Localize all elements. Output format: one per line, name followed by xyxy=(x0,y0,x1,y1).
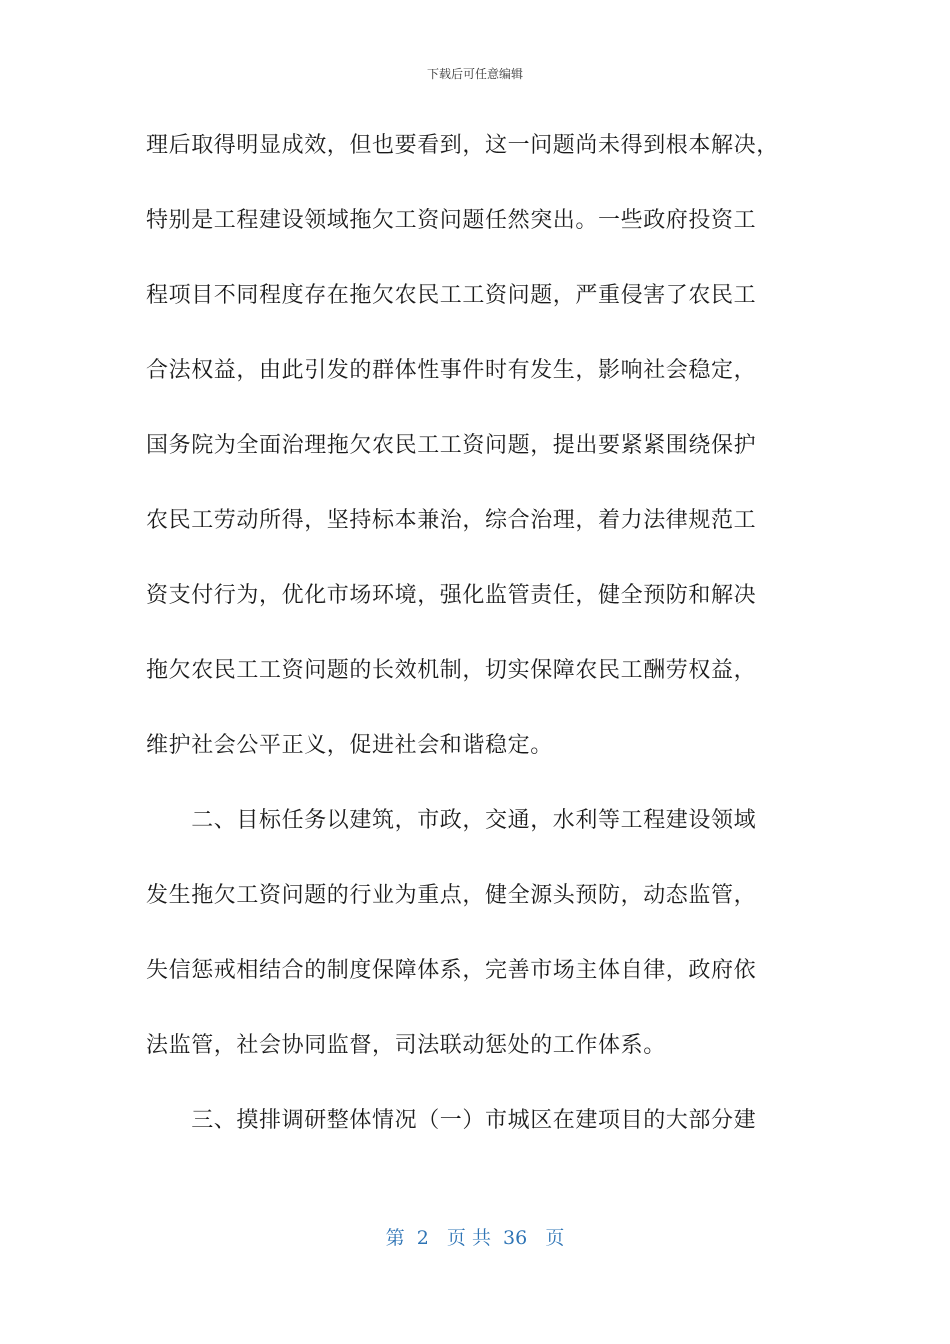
text-line: 特别是工程建设领域拖欠工资问题任然突出。一些政府投资工 xyxy=(146,208,757,233)
body-text xyxy=(146,126,806,1176)
text-line: 二、目标任务以建筑，市政，交通，水利等工程建设领域 xyxy=(146,808,757,833)
text-line: 维护社会公平正义，促进社会和谐稳定。 xyxy=(146,733,553,758)
text-line: 理后取得明显成效，但也要看到，这一问题尚未得到根本解决， xyxy=(146,133,779,158)
text-line: 国务院为全面治理拖欠农民工工资问题，提出要紧紧围绕保护 xyxy=(146,433,757,458)
page-number-footer: 第 2 页 共 36 页 xyxy=(385,1227,565,1249)
text-line: 农民工劳动所得，坚持标本兼治，综合治理，着力法律规范工 xyxy=(146,508,757,533)
page-header: 下载后可任意编辑 xyxy=(426,67,523,81)
text-line: 拖欠农民工工资问题的长效机制，切实保障农民工酬劳权益， xyxy=(146,658,757,683)
text-line: 合法权益，由此引发的群体性事件时有发生，影响社会稳定， xyxy=(146,358,757,383)
text-line: 程项目不同程度存在拖欠农民工工资问题，严重侵害了农民工 xyxy=(146,283,757,308)
text-line: 三、摸排调研整体情况（一）市城区在建项目的大部分建 xyxy=(146,1108,757,1133)
text-line: 资支付行为，优化市场环境，强化监管责任，健全预防和解决 xyxy=(146,583,757,608)
text-line: 法监管，社会协同监督，司法联动惩处的工作体系。 xyxy=(146,1033,666,1058)
text-line: 失信惩戒相结合的制度保障体系，完善市场主体自律，政府依 xyxy=(146,958,757,983)
text-line: 发生拖欠工资问题的行业为重点，健全源头预防，动态监管， xyxy=(146,883,757,908)
